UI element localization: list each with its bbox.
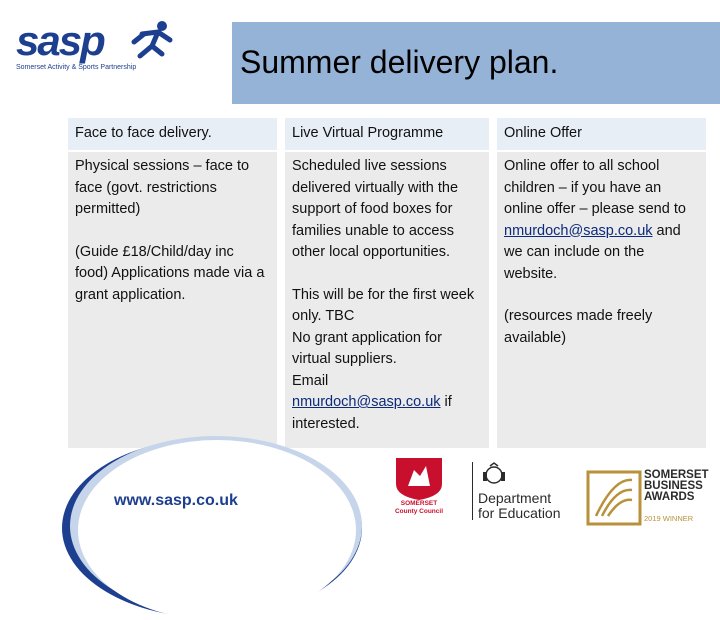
award-winner-label: 2019 WINNER bbox=[644, 514, 694, 523]
website-url: www.sasp.co.uk bbox=[114, 492, 238, 509]
face-to-face-description: Physical sessions – face to face (govt. restrictions permitted) bbox=[75, 158, 250, 217]
live-virtual-email-label: Email bbox=[292, 372, 329, 389]
online-offer-resources: (resources made freely available) bbox=[504, 308, 653, 346]
live-virtual-email-line bbox=[292, 392, 482, 435]
logo-tagline: Somerset Activity & Sports Partnership bbox=[16, 64, 137, 71]
department-for-education-logo bbox=[478, 491, 561, 521]
dfe-divider bbox=[472, 462, 473, 520]
somerset-council-label bbox=[386, 500, 452, 516]
live-virtual-no-grant: No grant application for virtual suppliers. bbox=[292, 329, 442, 367]
award-line2: BUSINESS bbox=[644, 480, 703, 492]
online-offer-text-end: and we can include on the website. bbox=[504, 222, 681, 282]
live-virtual-description: Scheduled live sessions delivered virtually with the support of food boxes for families unable to access other local opportunities. bbox=[292, 158, 459, 260]
runner-icon bbox=[122, 20, 176, 64]
cell-online-offer bbox=[493, 151, 706, 448]
cell-live-virtual bbox=[281, 151, 493, 448]
council-name: SOMERSET bbox=[400, 500, 438, 507]
dfe-line1: Department bbox=[478, 490, 552, 506]
email-link[interactable]: nmurdoch@sasp.co.uk bbox=[504, 222, 653, 239]
email-link[interactable]: nmurdoch@sasp.co.uk bbox=[292, 394, 441, 410]
business-awards-icon bbox=[586, 470, 642, 526]
header-live-virtual: Live Virtual Programme bbox=[281, 118, 493, 151]
award-line3: AWARDS bbox=[644, 491, 695, 503]
council-subtitle: County Council bbox=[394, 508, 444, 515]
email-suffix: if interested. bbox=[292, 394, 452, 432]
decorative-circle-inner bbox=[78, 440, 356, 620]
award-line1: SOMERSET bbox=[644, 469, 709, 481]
table-header-row bbox=[68, 118, 706, 151]
header-online-offer: Online Offer bbox=[493, 118, 706, 151]
face-to-face-guide: (Guide £18/Child/day inc food) Applications made via a grant application. bbox=[75, 243, 265, 303]
table-row bbox=[68, 151, 706, 448]
sasp-logo bbox=[14, 17, 174, 76]
header-face-to-face: Face to face delivery. bbox=[68, 118, 281, 151]
slide-title: Summer delivery plan. bbox=[240, 44, 559, 80]
live-virtual-first-week: This will be for the first week only. TBC bbox=[292, 286, 475, 324]
online-offer-description bbox=[504, 156, 699, 285]
logo-wordmark: sasp bbox=[16, 17, 104, 64]
royal-crest-icon bbox=[480, 462, 508, 488]
cell-face-to-face bbox=[68, 151, 281, 448]
online-offer-text: Online offer to all school children – if you have an online offer – please send to bbox=[504, 158, 686, 217]
dfe-line2: for Education bbox=[478, 505, 561, 521]
delivery-plan-table bbox=[68, 118, 706, 448]
business-awards-text bbox=[644, 470, 709, 503]
